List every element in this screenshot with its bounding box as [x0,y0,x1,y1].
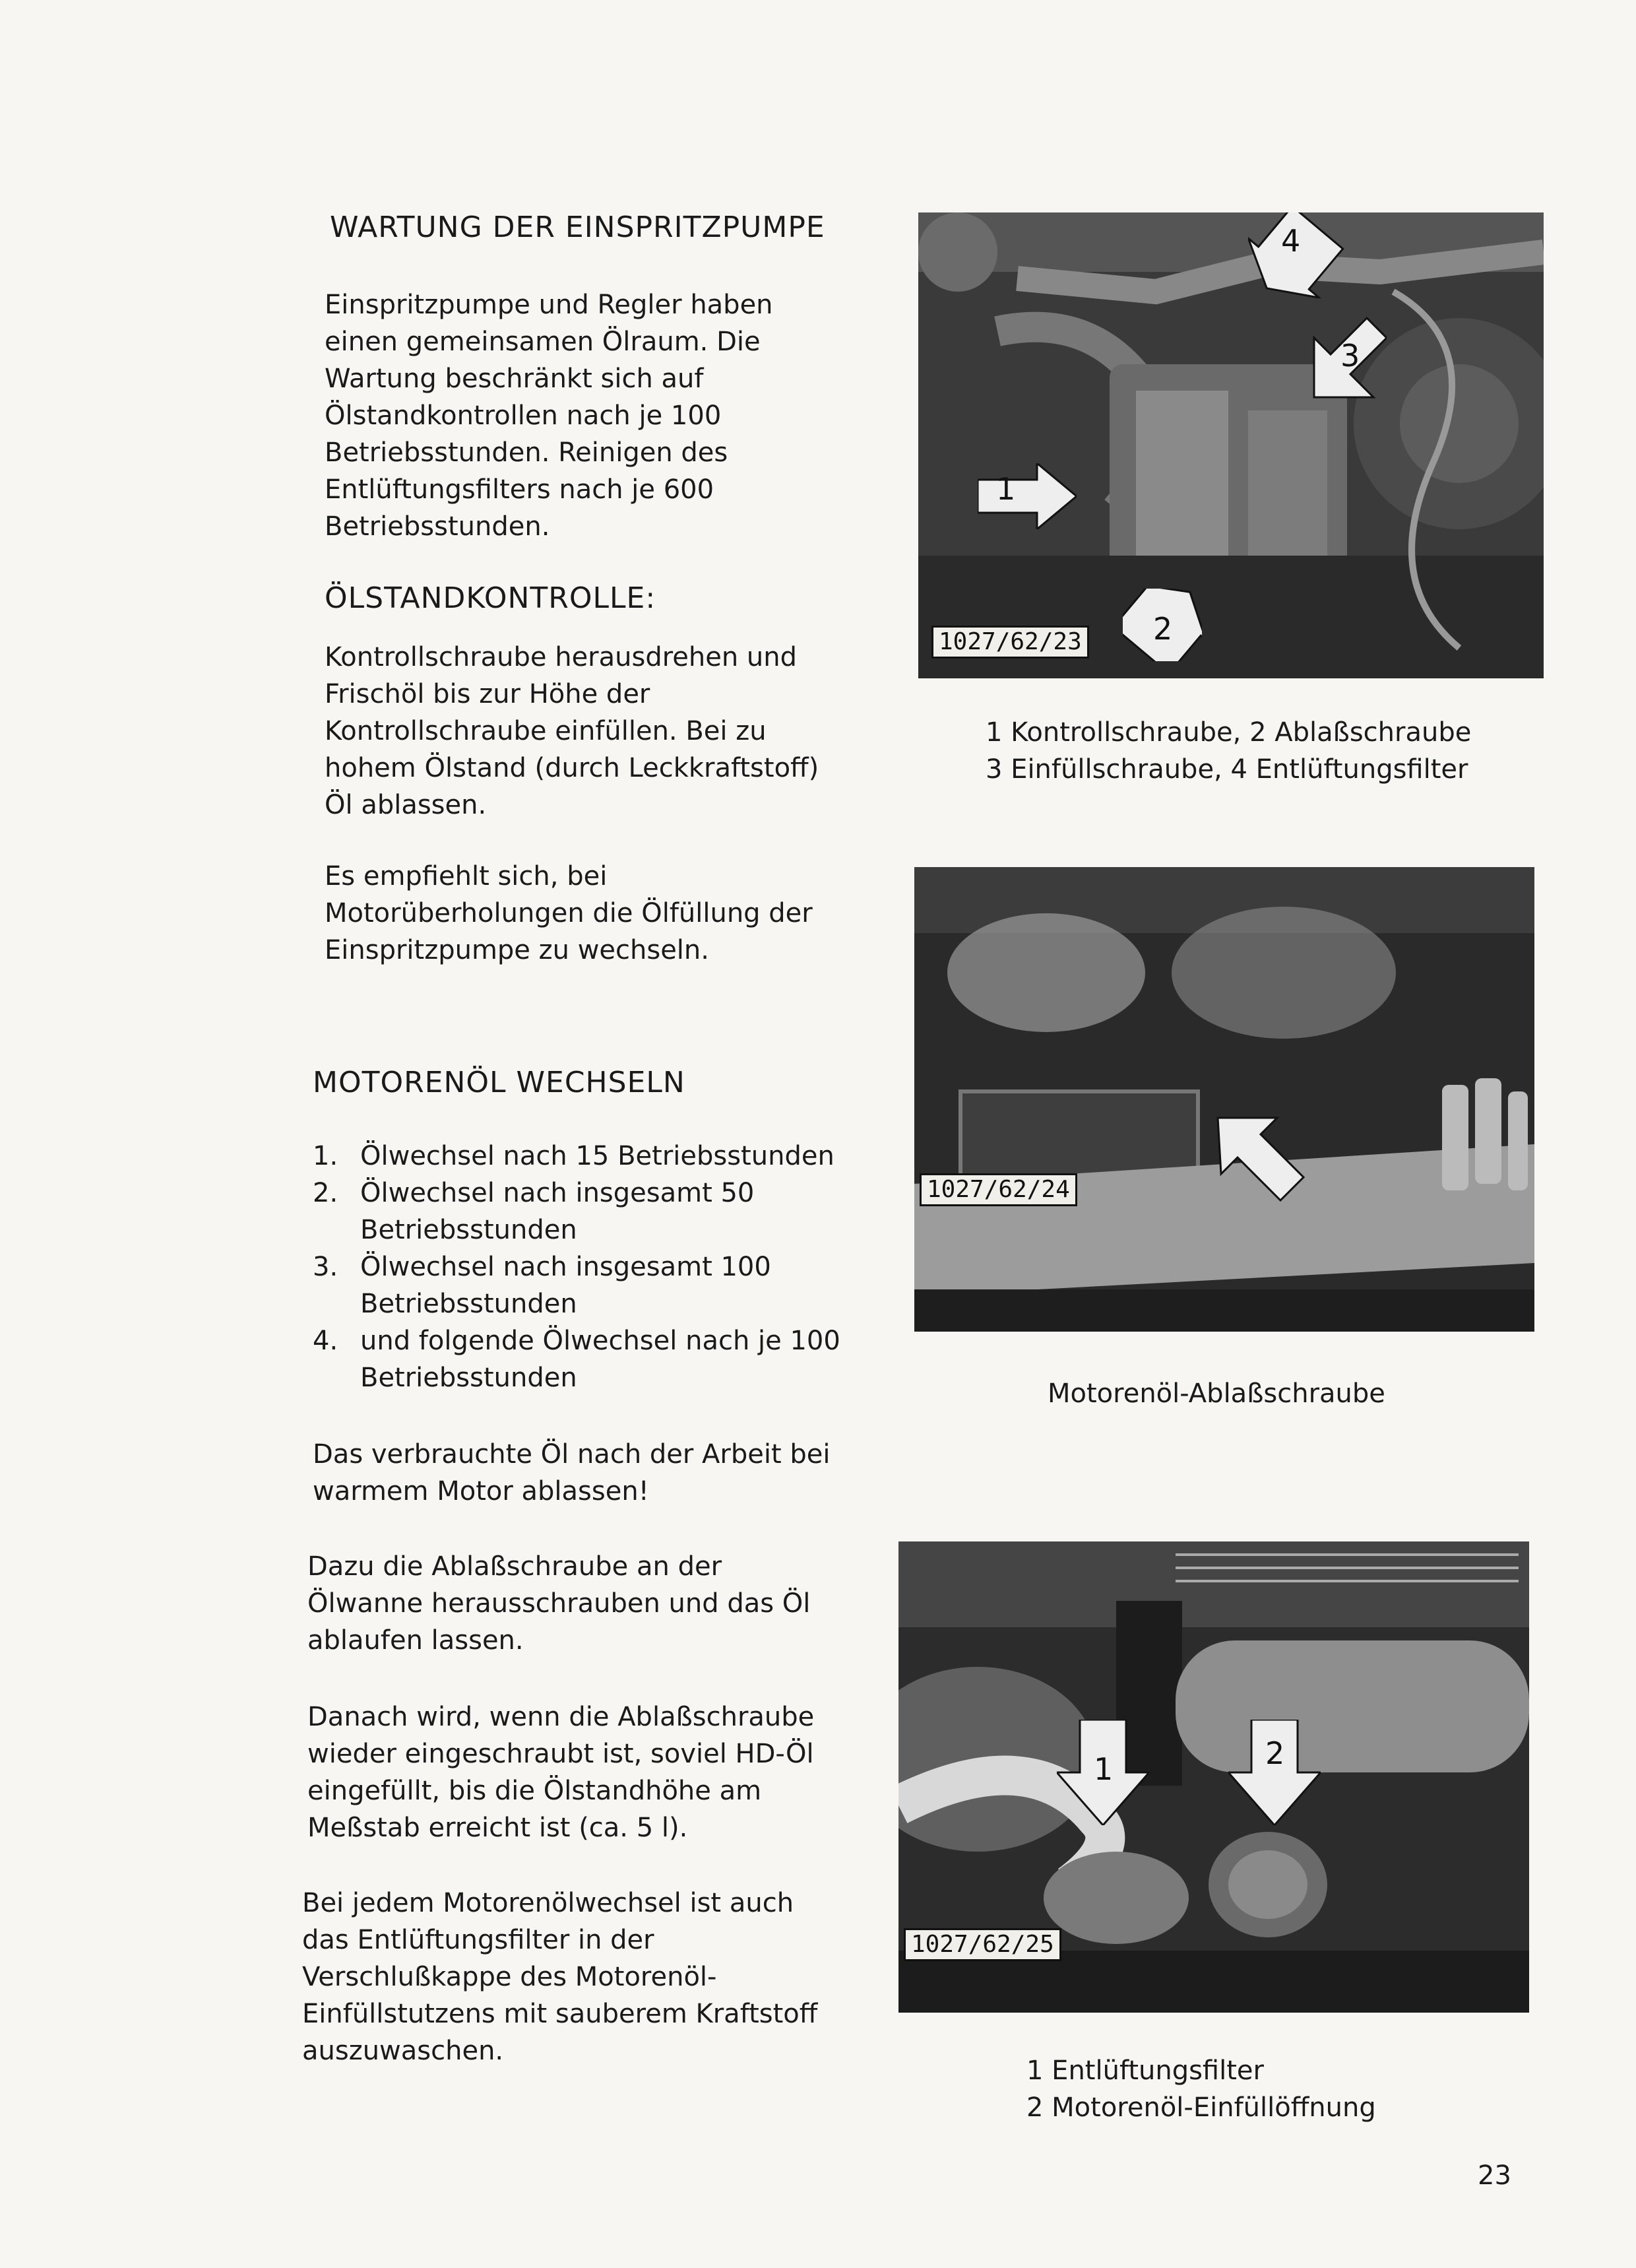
figure-marker: 1 [996,471,1016,507]
figure-caption-line: 3 Einfüllschraube, 4 Entlüftungsfilter [986,754,1468,785]
figure-caption-line: Motorenöl-Ablaßschraube [1048,1378,1385,1409]
paragraph-ablassschraube: Dazu die Ablaßschraube an der Ölwanne herausschrauben und das Öl ablaufen lassen. [307,1551,811,1656]
list-item-number: 4. [313,1326,338,1356]
oelwechsel-list [313,1138,854,1396]
page-number: 23 [1478,2160,1511,2191]
figure-caption-line: 1 Entlüftungsfilter [1026,2056,1264,2086]
paragraph-warmem-motor: Das verbrauchte Öl nach der Arbeit bei warmem Motor ablassen! [313,1439,831,1507]
photo-einfuelloeffnung [898,1541,1529,2013]
photo-label: 1027/62/23 [931,626,1089,659]
figure-marker: 1 [1094,1751,1114,1787]
paragraph-einspritzpumpe: Einspritzpumpe und Regler haben einen gemeinsamen Ölraum. Die Wartung beschränkt sich auf Ölstandkontrollen nach je 100 Betriebsstunden. Reinigen des Entlüftungsfilters nach je 600 Betriebsstunden. [325,290,773,542]
list-item-text: Ölwechsel nach 15 Betriebsstunden [360,1141,834,1171]
photo-einspritzpumpe [918,212,1544,678]
section-heading-oelstandkontrolle: ÖLSTANDKONTROLLE: [325,581,656,615]
paragraph-hd-oel: Danach wird, wenn die Ablaßschraube wieder eingeschraubt ist, soviel HD-Öl eingefüllt, bis die Ölstandhöhe am Meßstab erreicht ist (ca. 5 l). [307,1702,815,1843]
arrow-drain-icon [1211,1111,1310,1210]
paragraph-oelstandkontrolle: Kontrollschraube herausdrehen und Frischöl bis zur Höhe der Kontrollschraube einfüllen. Bei zu hohem Ölstand (durch Leckkraftstoff) Öl ablassen. [325,642,819,820]
section-heading-einspritzpumpe: WARTUNG DER EINSPRITZPUMPE [330,211,825,244]
paragraph-motorueberholung: Es empfiehlt sich, bei Motorüberholungen die Ölfüllung der Einspritzpumpe zu wechseln. [325,861,813,965]
paragraph-entlueftungsfilter: Bei jedem Motorenölwechsel ist auch das Entlüftungsfilter in der Verschlußkappe des Motorenöl-Einfüllstutzens mit sauberem Kraftstoff auszuwaschen. [302,1888,818,2066]
figure-marker: 2 [1153,611,1173,647]
list-item-text: Ölwechsel nach insgesamt 50 Betriebsstunden [360,1178,755,1245]
photo-label: 1027/62/25 [904,1928,1061,1961]
list-item [313,1138,854,1175]
list-item-text: und folgende Ölwechsel nach je 100 Betriebsstunden [360,1326,840,1393]
figure-caption-line: 2 Motorenöl-Einfüllöffnung [1026,2092,1376,2123]
figure-marker: 4 [1281,223,1301,259]
arrow-3-icon [1288,311,1387,410]
figure-marker: 3 [1340,338,1360,373]
list-item-number: 1. [313,1141,338,1171]
list-item [313,1322,854,1396]
arrow-1-icon [978,463,1077,529]
section-heading-motorenoel: MOTORENÖL WECHSELN [313,1066,685,1099]
figure-marker: 2 [1265,1735,1285,1771]
figure-caption-line: 1 Kontrollschraube, 2 Ablaßschraube [986,717,1472,748]
list-item-text: Ölwechsel nach insgesamt 100 Betriebsstunden [360,1252,771,1319]
list-item-number: 3. [313,1252,338,1282]
list-item [313,1248,854,1322]
list-item-number: 2. [313,1178,338,1208]
photo-ablassschraube [914,867,1534,1332]
photo-label: 1027/62/24 [920,1173,1077,1206]
list-item [313,1175,854,1248]
